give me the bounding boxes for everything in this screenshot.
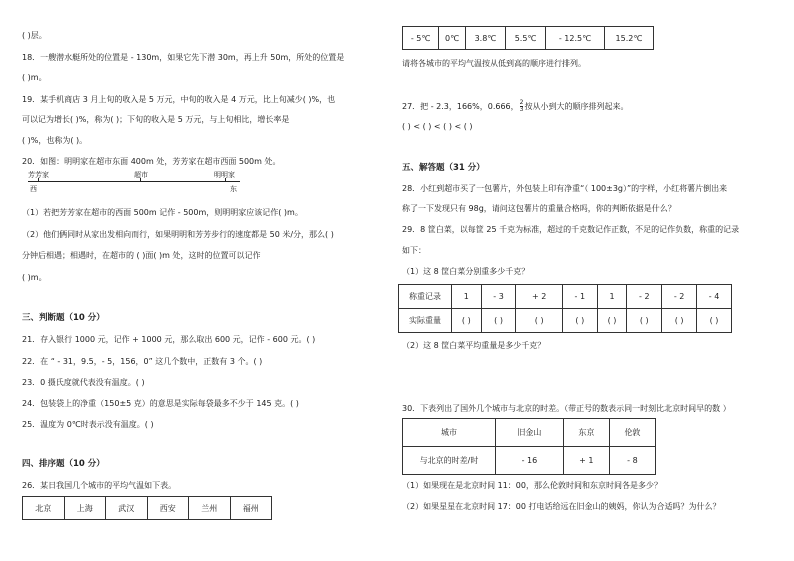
q30-part1: （1）如果现在是北京时间 11：00，那么伦敦时间和东京时间各是多少？ — [402, 481, 662, 490]
section-4-title: 四、排序题（10 分） — [22, 459, 105, 469]
actual-blank: ( ) — [516, 309, 562, 333]
q29-part1: （1）这 8 筐白菜分别重多少千克？ — [402, 267, 530, 276]
temp-cell: 0℃ — [439, 27, 466, 50]
q20-part2-line3: ( )m。 — [22, 273, 47, 282]
q19-line3: ( )%，也称为( )。 — [22, 136, 88, 145]
fraction-denominator: 3 — [519, 106, 524, 113]
actual-header: 实际重量 — [399, 309, 452, 333]
q26-instruction: 请将各城市的平均气温按从低到高的顺序进行排列。 — [402, 59, 586, 68]
temp-cell: 3.8℃ — [465, 27, 505, 50]
q29-line1: 29．8 筐白菜，以每筐 25 千克为标准，超过的千克数记作正数，不足的记作负数，称重的记录 — [402, 225, 740, 234]
q26: 26．某日我国几个城市的平均气温如下表。 — [22, 481, 177, 490]
tick-supermarket — [140, 178, 141, 182]
q17-tail: ( )层。 — [22, 31, 47, 40]
city-cell: 兰州 — [189, 497, 231, 520]
weigh-value: 1 — [452, 285, 482, 309]
actual-blank: ( ) — [697, 309, 732, 333]
weigh-value: - 4 — [697, 285, 732, 309]
q19-line1: 19．某手机商店 3 月上旬的收入是 5 万元，中旬的收入是 4 万元，比上旬减少( )%，也 — [22, 95, 336, 104]
q20-part2-line2: 分钟后相遇；相遇时，在超市的 ( )面( )m 处，这时的位置可以记作 — [22, 251, 261, 260]
mingming-home-label: 明明家 — [214, 171, 235, 179]
weigh-value: - 1 — [562, 285, 597, 309]
timezone-table — [402, 418, 656, 475]
actual-blank: ( ) — [452, 309, 482, 333]
q23: 23．0 摄氏度就代表没有温度。( ) — [22, 378, 145, 387]
weigh-value: - 2 — [627, 285, 662, 309]
q21: 21．存入银行 1000 元，记作 + 1000 元，那么取出 600 元，记作 - 600 元。( ) — [22, 335, 316, 344]
city-cell: 上海 — [64, 497, 106, 520]
fangfang-home-label: 芳芳家 — [28, 171, 49, 179]
q27-text-pre: 27．把 - 2.3，166%，0.666， — [402, 102, 519, 111]
actual-blank: ( ) — [662, 309, 697, 333]
q30-part2: （2）如果星星在北京时间 17：00 打电话给远在旧金山的姨妈，你认为合适吗？为什么？ — [402, 502, 721, 511]
supermarket-label: 超市 — [134, 171, 148, 179]
weigh-value: + 2 — [516, 285, 562, 309]
temp-cell: 15.2℃ — [604, 27, 653, 50]
section-5-title: 五、解答题（31 分） — [402, 163, 485, 173]
q27-blanks: ( ) < ( ) < ( ) < ( ) — [402, 122, 473, 131]
q29-part2: （2）这 8 筐白菜平均重量是多少千克？ — [402, 341, 546, 350]
q28-line1: 28．小红到超市买了一包薯片，外包装上印有净重“（ 100±3g）”的字样，小红将薯片倒出来 — [402, 184, 728, 193]
number-line — [28, 181, 240, 182]
q27-fraction — [520, 100, 524, 113]
temperature-table — [402, 26, 654, 50]
tz-value: - 16 — [496, 447, 564, 475]
q27 — [402, 100, 628, 113]
city-cell: 北京 — [23, 497, 65, 520]
weigh-value: - 2 — [662, 285, 697, 309]
actual-blank: ( ) — [627, 309, 662, 333]
temp-cell: - 12.5℃ — [546, 27, 605, 50]
q18-line1: 18．一艘潜水艇所处的位置是 - 130m，如果它先下潜 30m，再上升 50m，所处的位置是 — [22, 53, 345, 62]
tz-header: 东京 — [563, 419, 609, 447]
q30-intro: 30．下表列出了国外几个城市与北京的时差。（带正号的数表示同一时刻比北京时间早的数 ） — [402, 404, 731, 413]
q20-part1: （1）若把芳芳家在超市的西面 500m 记作 - 500m，则明明家应该记作( )m。 — [22, 208, 303, 217]
q22: 22．在 “ - 31，9.5，- 5，156，0” 这几个数中，正数有 3 个。( ) — [22, 357, 263, 366]
q20-intro: 20．如图：明明家在超市东面 400m 处，芳芳家在超市西面 500m 处。 — [22, 157, 281, 166]
q27-text-post: 按从小到大的顺序排列起来。 — [524, 102, 629, 111]
q20-diagram — [22, 170, 247, 198]
fraction-numerator: 2 — [519, 99, 524, 106]
tz-row-label: 与北京的时差/时 — [403, 447, 496, 475]
tz-header-city: 城市 — [403, 419, 496, 447]
q18-line2: ( )m。 — [22, 73, 47, 82]
city-cell: 武汉 — [106, 497, 148, 520]
q29-line2: 如下： — [402, 246, 426, 255]
q20-part2-line1: （2）他们俩同时从家出发相向而行，如果明明和芳芳步行的速度都是 50 米/分，那么( ) — [22, 230, 334, 239]
weigh-header: 称重记录 — [399, 285, 452, 309]
tz-header: 旧金山 — [496, 419, 564, 447]
tz-header: 伦敦 — [609, 419, 655, 447]
tick-fangfang — [38, 178, 39, 182]
q24: 24．包装袋上的净重（150±5 克）的意思是实际每袋最多不少于 145 克。( ) — [22, 399, 299, 408]
section-3-title: 三、判断题（10 分） — [22, 313, 105, 323]
temp-cell: 5.5℃ — [505, 27, 545, 50]
city-table — [22, 496, 272, 520]
east-label: 东 — [230, 185, 237, 193]
tz-value: - 8 — [609, 447, 655, 475]
west-label: 西 — [30, 185, 37, 193]
tz-value: + 1 — [563, 447, 609, 475]
actual-blank: ( ) — [597, 309, 627, 333]
city-cell: 西安 — [147, 497, 189, 520]
weigh-value: - 3 — [481, 285, 516, 309]
tick-mingming — [225, 178, 226, 182]
actual-blank: ( ) — [562, 309, 597, 333]
weighing-table — [398, 284, 732, 333]
city-cell: 福州 — [230, 497, 272, 520]
actual-blank: ( ) — [481, 309, 516, 333]
q19-line2: 可以记为增长( )%，称为( )；下旬的收入是 5 万元，与上旬相比，增长率是 — [22, 115, 290, 124]
temp-cell: - 5℃ — [403, 27, 439, 50]
q25: 25．温度为 0℃时表示没有温度。( ) — [22, 420, 154, 429]
q28-line2: 称了一下发现只有 98g，请问这包薯片的重量合格吗，你的判断依据是什么？ — [402, 204, 676, 213]
weigh-value: 1 — [597, 285, 627, 309]
